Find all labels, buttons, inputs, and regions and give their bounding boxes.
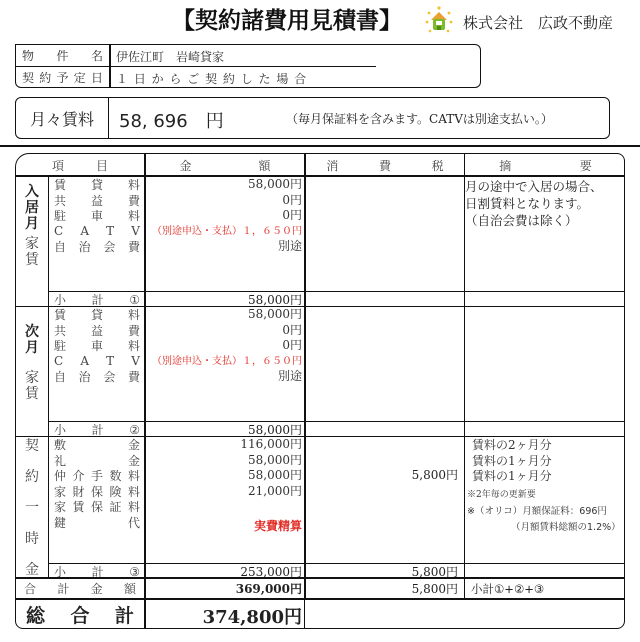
house-sun-icon: [425, 6, 453, 34]
c: 家: [54, 484, 67, 499]
section3-items: [50, 437, 144, 530]
item-key-fee: [50, 515, 144, 531]
c: 計: [91, 423, 104, 437]
c: 証: [109, 500, 122, 515]
c: 賃: [54, 308, 67, 323]
label-char: 定: [73, 71, 86, 85]
item-catv: [50, 224, 144, 240]
category-char: 金: [25, 561, 39, 578]
company-name: 株式会社 広政不動産: [463, 14, 614, 32]
subtotal2-label: [50, 422, 144, 437]
header-amount: [146, 154, 304, 176]
c: 料: [127, 308, 140, 323]
label-char: 予: [56, 71, 69, 85]
header-char: 消: [326, 158, 339, 173]
c: 計: [114, 604, 134, 627]
separator-rule: [0, 145, 640, 147]
category-move-in-month: [16, 184, 48, 294]
monthly-rent-value: 58, 696 円: [119, 111, 224, 132]
c: 計: [57, 582, 70, 596]
item-parking-fee: [50, 208, 144, 224]
estimate-table: [15, 153, 625, 629]
renewal-note: ※2年毎の更新要: [467, 490, 536, 500]
label-char: 件: [56, 49, 69, 63]
c: 益: [90, 323, 103, 338]
section2-amounts: [147, 307, 302, 385]
grid-line: [304, 599, 305, 629]
total-tax: 5,800円: [411, 582, 458, 596]
c: 料: [127, 178, 140, 193]
label-char: 物: [22, 49, 35, 63]
property-name-label: [16, 45, 109, 66]
c: 数: [109, 469, 122, 484]
header-char: 費: [378, 158, 391, 173]
c: 礼: [54, 453, 67, 468]
c: 費: [127, 323, 140, 338]
header-char: 要: [579, 158, 592, 173]
subtotal3-label: [50, 564, 144, 579]
c: 金: [127, 438, 140, 453]
total-remarks: 小計①+②+③: [471, 581, 545, 596]
c: 貸: [90, 178, 103, 193]
c: C: [54, 224, 64, 239]
c: 賃: [54, 178, 67, 193]
monthly-rent-note: （毎月保証料を含みます。CATVは別途支払い。）: [286, 112, 553, 126]
amount-parking-fee: 0円: [282, 208, 302, 222]
amount-deposit: 116,000円: [240, 437, 302, 451]
label-char: 日: [90, 71, 103, 85]
c: 合: [70, 604, 90, 627]
contract-date-value: １ 日 か ら ご 契 約 し た 場 合: [116, 72, 308, 86]
remark-line: （自治会費は除く）: [465, 213, 578, 228]
remark-line: 賃料の2ヶ月分: [472, 438, 552, 452]
remark-line: 賃料の1ヶ月分: [472, 469, 552, 483]
property-name-value: 伊佐江町 岩崎貸家: [116, 50, 225, 64]
total-amount: 369,000円: [235, 582, 302, 596]
amount-brokerage-fee: 58,000円: [248, 468, 302, 482]
c: 保: [90, 500, 103, 515]
section1-items: [50, 177, 144, 255]
section1-remarks: [465, 178, 625, 229]
amount-rent: 58,000円: [248, 307, 302, 321]
c: 共: [54, 323, 67, 338]
item-neighborhood-fee: [50, 239, 144, 255]
c: 険: [109, 484, 122, 499]
c: 敷: [54, 438, 67, 453]
category-char: 家: [25, 370, 39, 387]
item-rent: [50, 307, 144, 323]
c: 合: [24, 582, 37, 596]
amount-parking-fee: 0円: [282, 338, 302, 352]
c: 会: [103, 240, 116, 255]
c: 自: [54, 370, 67, 385]
item-parking-fee: [50, 338, 144, 354]
c: 料: [127, 339, 140, 354]
c: 駐: [54, 339, 67, 354]
c: 料: [127, 484, 140, 499]
item-property-insurance: [50, 484, 144, 500]
c: A: [80, 224, 89, 239]
subtotal2-amount: 58,000円: [248, 423, 302, 437]
category-char: 一: [25, 499, 39, 516]
item-key-money: [50, 453, 144, 469]
c: 治: [78, 370, 91, 385]
category-char: 入: [25, 184, 39, 200]
c: A: [80, 354, 89, 369]
header-char: 目: [95, 158, 108, 173]
amount-property-insurance: 21,000円: [248, 483, 302, 498]
label-char: 契: [22, 71, 35, 85]
c: 自: [54, 240, 67, 255]
header-remarks: [465, 154, 625, 176]
category-next-month: [16, 324, 48, 434]
c: 仲: [54, 469, 67, 484]
item-deposit: [50, 437, 144, 453]
category-char: 居: [25, 200, 39, 217]
c: 車: [90, 339, 103, 354]
c: V: [131, 224, 140, 239]
header-char: 項: [51, 158, 64, 173]
c: 財: [72, 484, 85, 499]
grid-line: [144, 154, 146, 628]
category-char: 次: [25, 324, 39, 340]
monthly-rent-label: 月々賃料: [16, 98, 109, 138]
c: 小: [54, 565, 67, 579]
monthly-rent-box: [15, 97, 610, 139]
category-char: 時: [25, 530, 39, 547]
remark-line: 日割賃料となります。: [465, 196, 590, 211]
c: 会: [103, 370, 116, 385]
c: 金: [90, 582, 103, 596]
label-char: 名: [90, 49, 103, 63]
c: 料: [127, 209, 140, 224]
category-char: 賃: [25, 252, 39, 269]
c: 手: [90, 469, 103, 484]
category-char: 約: [25, 468, 39, 485]
amount-neighborhood-fee: 別途: [277, 369, 302, 383]
subtotal3-tax: 5,800円: [411, 565, 458, 579]
c: 料: [127, 469, 140, 484]
amount-rent-guarantee-fee: [147, 499, 302, 515]
section3-remarks: [472, 438, 625, 485]
page-title: 【契約諸費用見積書】: [172, 8, 402, 34]
amount-key-money: 58,000円: [248, 452, 302, 467]
category-char: 月: [25, 216, 39, 233]
c: 金: [127, 453, 140, 468]
category-contract-lump-sum: [16, 438, 48, 578]
section3-amounts: [147, 437, 302, 534]
section2-items: [50, 307, 144, 385]
c: 費: [127, 370, 140, 385]
c: 費: [127, 240, 140, 255]
divider: [16, 66, 376, 67]
amount-neighborhood-fee: 別途: [277, 239, 302, 253]
c: 車: [90, 209, 103, 224]
remark-line: 賃料の1ヶ月分: [472, 453, 552, 468]
subtotal1-label: [50, 292, 144, 307]
header-item: [16, 154, 144, 176]
c: 家: [54, 500, 67, 515]
c: 小: [54, 423, 67, 437]
section1-amounts: [147, 177, 302, 255]
item-brokerage-fee: [50, 468, 144, 484]
header-tax: [306, 154, 464, 176]
guarantee-fee-note: ※（オリコ）月額保証料：696円: [467, 506, 607, 517]
amount-catv: （別途申込・支払）１，６５０円: [152, 355, 302, 367]
c: ③: [129, 564, 140, 579]
category-char: 賃: [25, 386, 39, 403]
grand-total-label: [16, 600, 144, 628]
header-char: 金: [179, 158, 192, 173]
c: V: [131, 354, 140, 369]
grid-line: [48, 176, 49, 578]
amount-key-fee: 実費精算: [253, 518, 302, 533]
c: C: [54, 354, 64, 369]
c: 料: [127, 500, 140, 515]
category-char: 月: [25, 340, 39, 357]
amount-rent: 58,000円: [248, 177, 302, 191]
c: 賃: [72, 500, 85, 515]
c: 治: [78, 240, 91, 255]
c: T: [106, 224, 115, 239]
item-rent-guarantee-fee: [50, 499, 144, 515]
item-rent: [50, 177, 144, 193]
c: 代: [127, 515, 140, 530]
category-char: 契: [25, 438, 39, 454]
item-neighborhood-fee: [50, 369, 144, 385]
c: 費: [127, 193, 140, 208]
total-label: [16, 579, 144, 598]
c: 計: [91, 565, 104, 579]
header-char: 税: [431, 158, 444, 173]
c: ②: [129, 422, 140, 437]
item-common-fee: [50, 323, 144, 339]
label-char: 約: [39, 71, 52, 85]
item-catv: [50, 354, 144, 370]
grid-line: [304, 154, 306, 599]
subtotal3-amount: 253,000円: [240, 565, 302, 579]
c: 鍵: [54, 515, 67, 530]
header-char: 額: [258, 158, 271, 173]
c: 貸: [90, 308, 103, 323]
remark-line: 月の途中で入居の場合、: [465, 179, 603, 194]
property-info-box: [15, 44, 481, 88]
guarantee-fee-ratio-note: （月額賃料総額の1.2%）: [511, 522, 621, 533]
c: 駐: [54, 209, 67, 224]
header-char: 摘: [499, 158, 512, 173]
amount-catv: （別途申込・支払）１，６５０円: [152, 225, 302, 237]
c: 共: [54, 193, 67, 208]
tax-brokerage-fee: 5,800円: [411, 468, 458, 482]
amount-common-fee: 0円: [282, 322, 302, 337]
c: 額: [123, 582, 136, 596]
c: 総: [26, 604, 46, 627]
c: 益: [90, 193, 103, 208]
c: 介: [72, 469, 85, 484]
subtotal1-amount: 58,000円: [248, 293, 302, 307]
c: T: [106, 354, 115, 369]
contract-date-label: [16, 67, 109, 88]
amount-common-fee: 0円: [282, 192, 302, 207]
item-common-fee: [50, 193, 144, 209]
c: 計: [91, 293, 104, 307]
c: 小: [54, 293, 67, 307]
c: 保: [90, 484, 103, 499]
category-char: 家: [25, 236, 39, 253]
grand-total-amount: 374,800円: [202, 607, 302, 628]
c: ①: [129, 292, 140, 307]
